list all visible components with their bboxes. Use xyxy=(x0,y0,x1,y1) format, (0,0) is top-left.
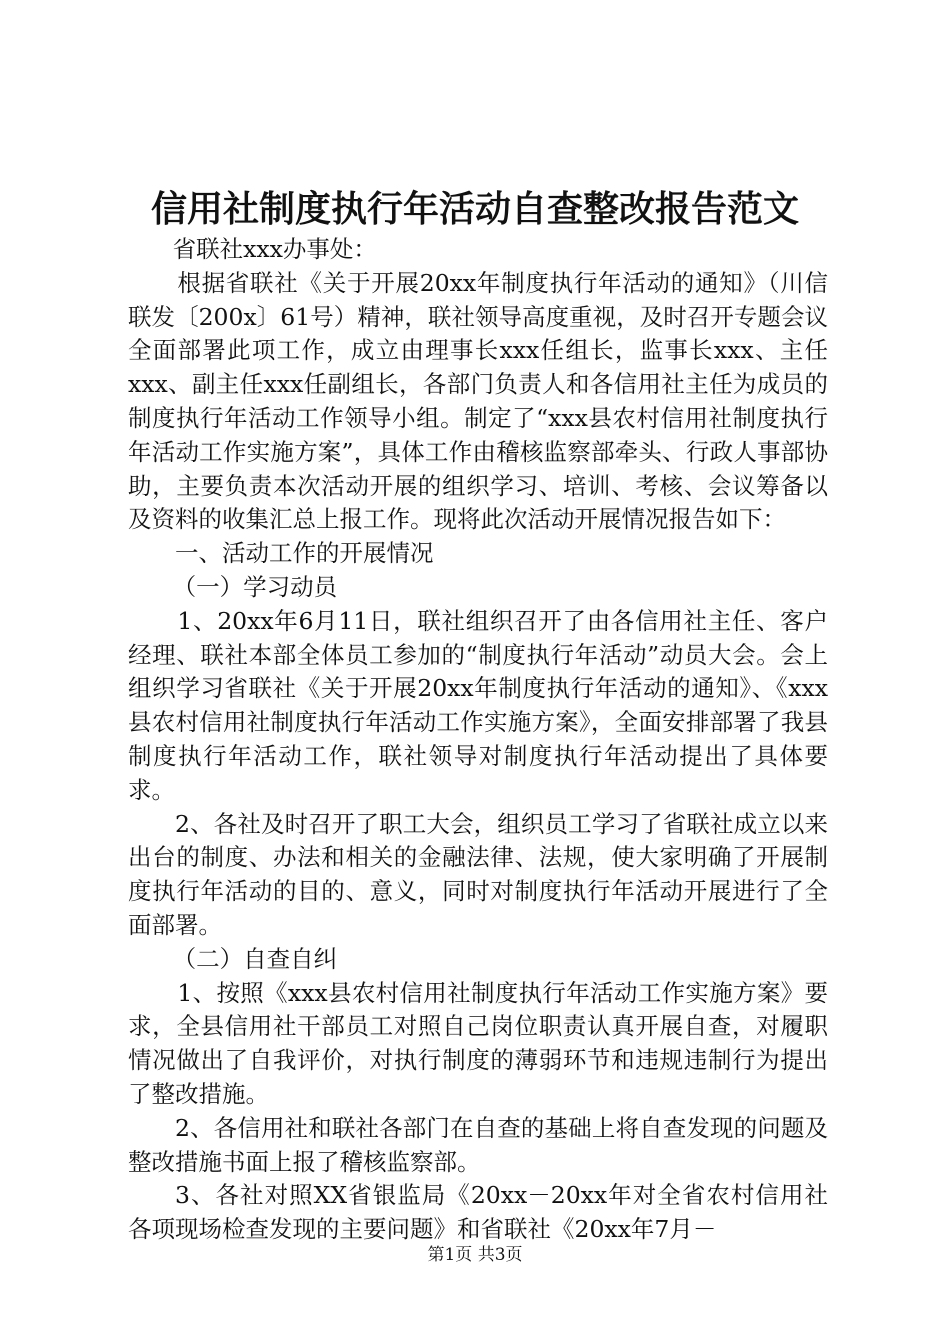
body-paragraph: 根据省联社《关于开展20xx年制度执行年活动的通知》（川信联发〔200x〕61号）精神，联社领导高度重视，及时召开专题会议全面部署此项工作，成立由理事长xxx任组长，监事长xxx、主任xxx、副主任xxx任副组长，各部门负责人和各信用社主任为成员的制度执行年活动工作领导小组。制定了“xxx县农村信用社制度执行年活动工作实施方案”，具体工作由稽核监察部牵头、行政人事部协助，主要负责本次活动开展的组织学习、培训、考核、会议筹备以及资料的收集汇总上报工作。现将此次活动开展情况报告如下： xyxy=(128,268,828,534)
page-footer: 第1页 共3页 xyxy=(427,1245,523,1265)
body-paragraph: 1、按照《xxx县农村信用社制度执行年活动工作实施方案》要求，全县信用社干部员工对照自己岗位职责认真开展自查，对履职情况做出了自我评价，对执行制度的薄弱环节和违规违制行为提出了整改措施。 xyxy=(128,978,828,1108)
body-paragraph: 1、20xx年6月11日，联社组织召开了由各信用社主任、客户经理、联社本部全体员工参加的“制度执行年活动”动员大会。会上组织学习省联社《关于开展20xx年制度执行年活动的通知》、《xxx县农村信用社制度执行年活动工作实施方案》，全面安排部署了我县制度执行年活动工作，联社领导对制度执行年活动提出了具体要求。 xyxy=(128,606,828,804)
section-heading: （二）自查自纠 xyxy=(172,944,338,973)
document-body xyxy=(128,233,828,1247)
body-paragraph: 省联社xxx办事处： xyxy=(172,235,377,263)
section-heading: 一、活动工作的开展情况 xyxy=(175,539,434,568)
body-paragraph: 3、各社对照XX省银监局《20xx－20xx年对全省农村信用社各项现场检查发现的主要问题》和省联社《20xx年7月－ xyxy=(128,1181,828,1244)
document-title: 信用社制度执行年活动自查整改报告范文 xyxy=(150,188,799,230)
body-paragraph: 2、各社及时召开了职工大会，组织员工学习了省联社成立以来出台的制度、办法和相关的金融法律、法规，使大家明确了开展制度执行年活动的目的、意义，同时对制度执行年活动开展进行了全面部署。 xyxy=(128,809,828,939)
section-heading: （一）学习动员 xyxy=(172,572,338,601)
body-paragraph: 2、各信用社和联社各部门在自查的基础上将自查发现的问题及整改措施书面上报了稽核监察部。 xyxy=(128,1113,828,1176)
